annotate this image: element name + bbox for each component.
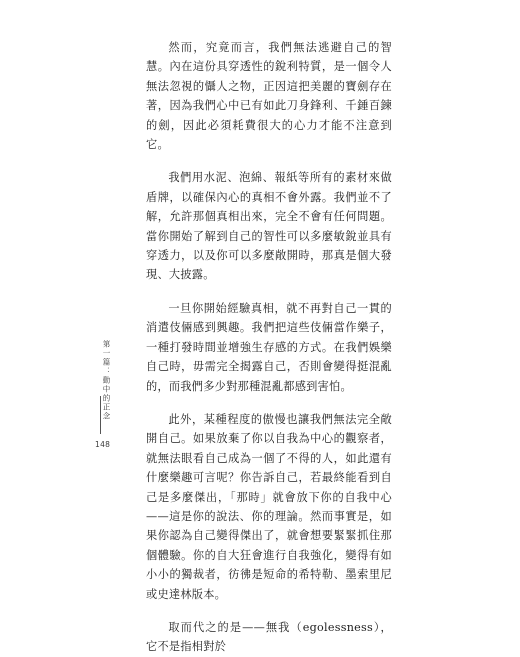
paragraph: 我們用水泥、泡綿、報紙等所有的素材來做盾牌，以確保內心的真相不會外露。我們並不了解，允許那個真相出來，完全不會有任何問題。當你開始了解到自己的智性可以多麼敏銳並具有穿透力，以及你可以多麼敞開時，那真是個大發現、大披露。 xyxy=(146,171,392,282)
paragraph: 一旦你開始經驗真相，就不再對自己一貫的消遣伎倆感到興趣。我們把這些伎倆當作樂子，一種打發時間並增強生存感的方式。在我們娛樂自己時，毋需完全揭露自己，否則會變得挺混亂的，而我們多少對那種混亂都感到害怕。 xyxy=(146,301,392,393)
running-head-rule xyxy=(100,396,101,434)
paragraph: 此外，某種程度的傲慢也讓我們無法完全敞開自己。如果放棄了你以自我為中心的觀察者，就無法眼看自己成為一個了不得的人，如此還有什麼樂趣可言呢？你告訴自己，若最終能看到自己是多麼傑出，「那時」就會放下你的自我中心——這是你的說法、你的理論。然而事實是，如果你認為自己變得傑出了，就會想要緊緊抓住那個體驗。你的自大狂會進行自我強化，變得有如小小的獨裁者，彷彿是短命的希特勒、墨索里尼或史達林版本。 xyxy=(146,412,392,601)
paragraph: 然而，究竟而言，我們無法逃避自己的智慧。內在這份具穿透性的銳利特質，是一個令人無法忽視的懾人之物，正因這把美麗的寶劍存在著，因為我們心中已有如此刀身鋒利、千錘百鍊的劍，因此必須耗費很大的心力才能不注意到它。 xyxy=(146,41,392,152)
body-text xyxy=(146,38,392,657)
page-number: 148 xyxy=(95,440,111,449)
paragraph: 取而代之的是——無我（egolessness），它不是指相對於 xyxy=(146,620,392,654)
running-head: 第一篇：動中的正念 xyxy=(102,340,111,421)
